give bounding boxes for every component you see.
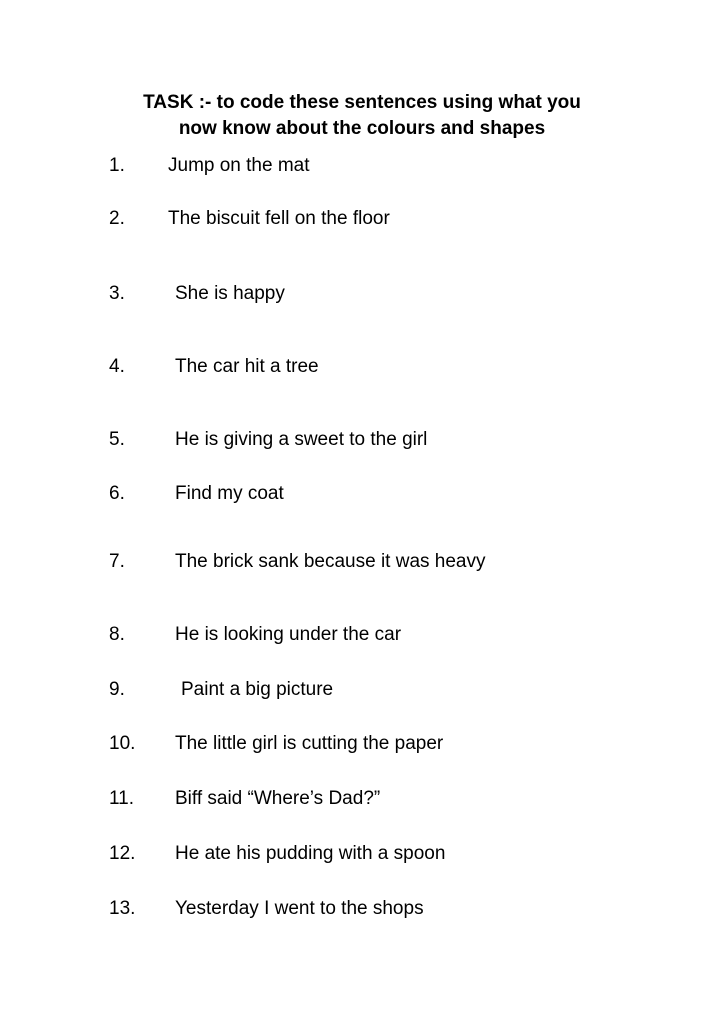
- sentence-text: The car hit a tree: [175, 356, 319, 377]
- task-heading-line-1: TASK :- to code these sentences using what you: [143, 92, 581, 113]
- task-heading: [0, 90, 724, 142]
- sentence-item-2: [0, 206, 724, 232]
- item-number: 8.: [109, 624, 125, 645]
- sentence-text: Jump on the mat: [168, 155, 310, 176]
- sentence-item-1: [0, 153, 724, 179]
- item-number: 1.: [109, 155, 125, 176]
- sentence-item-6: [0, 481, 724, 507]
- sentence-text: He ate his pudding with a spoon: [175, 843, 446, 864]
- sentence-item-12: [0, 841, 724, 867]
- sentence-item-4: [0, 354, 724, 380]
- sentence-item-8: [0, 622, 724, 648]
- item-number: 5.: [109, 429, 125, 450]
- sentence-item-5: [0, 427, 724, 453]
- task-heading-line-2: now know about the colours and shapes: [178, 118, 546, 139]
- sentence-item-11: [0, 786, 724, 812]
- sentence-text: The brick sank because it was heavy: [175, 551, 486, 572]
- sentence-text: He is giving a sweet to the girl: [175, 429, 428, 450]
- sentence-text: Biff said “Where’s Dad?”: [175, 788, 381, 809]
- item-number: 9.: [109, 679, 125, 700]
- sentence-item-13: [0, 896, 724, 922]
- sentence-text: The biscuit fell on the floor: [168, 208, 390, 229]
- item-number: 12.: [109, 843, 136, 864]
- sentence-text: She is happy: [175, 283, 285, 304]
- item-number: 3.: [109, 283, 125, 304]
- item-number: 11.: [109, 788, 135, 809]
- item-number: 7.: [109, 551, 125, 572]
- sentence-text: Paint a big picture: [181, 679, 334, 700]
- item-number: 4.: [109, 356, 125, 377]
- sentence-item-7: [0, 549, 724, 575]
- sentence-text: Find my coat: [175, 483, 284, 504]
- sentence-item-9: [0, 677, 724, 703]
- item-number: 6.: [109, 483, 125, 504]
- sentence-item-3: [0, 281, 724, 307]
- item-number: 13.: [109, 898, 136, 919]
- sentence-text: He is looking under the car: [175, 624, 402, 645]
- sentence-text: The little girl is cutting the paper: [175, 733, 444, 754]
- sentence-item-10: [0, 731, 724, 757]
- item-number: 2.: [109, 208, 125, 229]
- item-number: 10.: [109, 733, 136, 754]
- sentence-text: Yesterday I went to the shops: [175, 898, 424, 919]
